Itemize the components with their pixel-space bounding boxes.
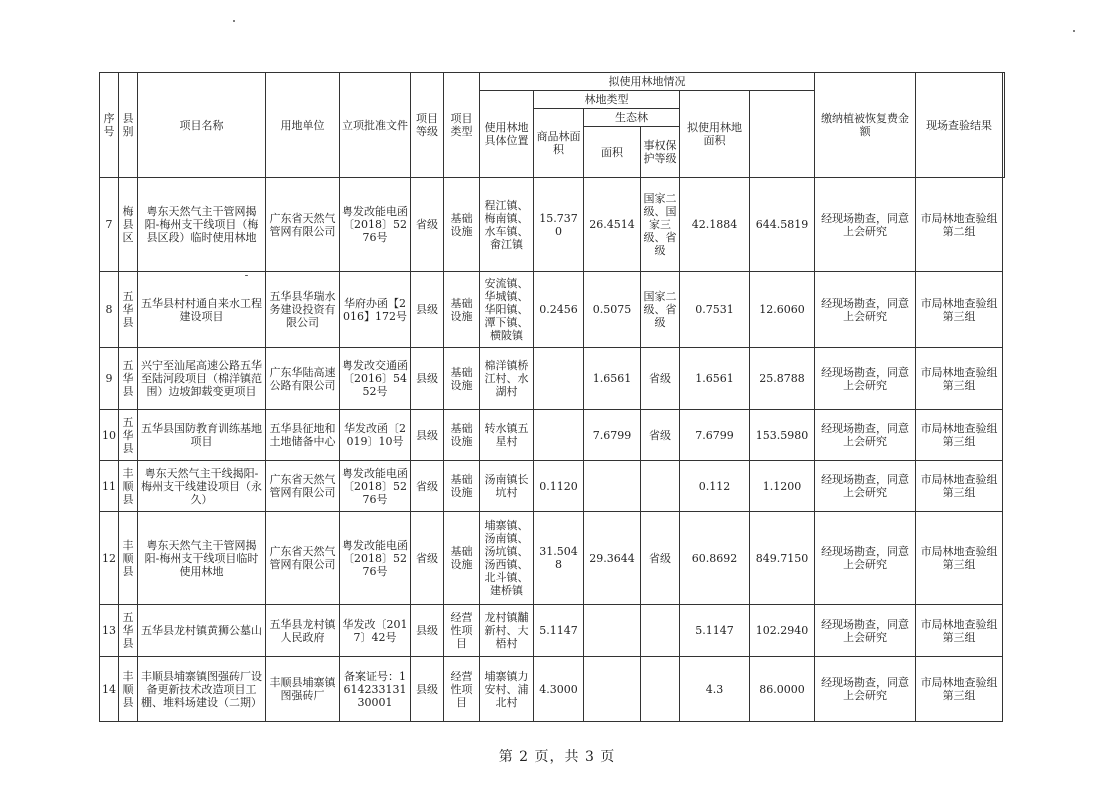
row-approval: 粤发改能电函〔2018〕5276号	[340, 178, 411, 272]
row-seq: 7	[100, 178, 119, 272]
row-location: 龙村镇黼新村、大梧村	[480, 605, 534, 657]
row-grade: 省级	[411, 512, 444, 605]
row-type: 基础设施	[444, 348, 480, 410]
table-row	[100, 605, 1005, 657]
row-eco-area	[584, 657, 641, 722]
header-unit: 用地单位	[266, 73, 340, 178]
header-eco-grade: 事权保护等级	[641, 127, 680, 178]
row-inspection: 经现场勘查，同意上会研究	[815, 657, 916, 722]
page-footer: 第 2 页，共 3 页	[498, 749, 616, 765]
row-unit: 广东省天然气管网有限公司	[266, 512, 340, 605]
row-commercial-area	[534, 410, 584, 461]
row-approval: 粤发改能电函〔2018〕5276号	[340, 461, 411, 512]
row-eco-area: 7.6799	[584, 410, 641, 461]
row-seq: 9	[100, 348, 119, 410]
header-commercial: 商品林面积	[534, 109, 584, 178]
row-inspection: 经现场勘查，同意上会研究	[815, 512, 916, 605]
table-row	[100, 272, 1005, 348]
header-inspection: 现场查验结果	[916, 73, 1003, 178]
row-eco-area	[584, 605, 641, 657]
row-project-name: 五华县龙村镇黄狮公墓山	[138, 605, 266, 657]
row-proposed-area: 1.6561	[680, 348, 750, 410]
row-seq: 8	[100, 272, 119, 348]
row-seq: 12	[100, 512, 119, 605]
table-row	[100, 512, 1005, 605]
row-seq: 10	[100, 410, 119, 461]
row-county: 梅县区	[119, 178, 138, 272]
row-seq: 13	[100, 605, 119, 657]
row-remarks: 市局林地查验组第三组	[916, 605, 1003, 657]
row-approval: 华发改函〔2019〕10号	[340, 410, 411, 461]
table-row	[100, 657, 1005, 722]
row-county: 丰顺县	[119, 657, 138, 722]
row-proposed-area: 0.112	[680, 461, 750, 512]
row-seq: 11	[100, 461, 119, 512]
row-remarks: 市局林地查验组第三组	[916, 348, 1003, 410]
row-proposed-area: 0.7531	[680, 272, 750, 348]
table-header	[100, 73, 1005, 178]
row-commercial-area: 4.3000	[534, 657, 584, 722]
row-county: 五华县	[119, 605, 138, 657]
row-eco-grade	[641, 461, 680, 512]
row-commercial-area	[534, 348, 584, 410]
header-location: 使用林地具体位置	[480, 91, 534, 178]
row-fee: 25.8788	[750, 348, 815, 410]
row-inspection: 经现场勘查，同意上会研究	[815, 272, 916, 348]
row-unit: 五华县龙村镇人民政府	[266, 605, 340, 657]
row-unit: 广东省天然气管网有限公司	[266, 178, 340, 272]
row-location: 埔寨镇、汤南镇、汤坑镇、汤西镇、北斗镇、建桥镇	[480, 512, 534, 605]
row-remarks: 市局林地查验组第三组	[916, 657, 1003, 722]
row-remarks: 市局林地查验组第三组	[916, 272, 1003, 348]
row-eco-area: 26.4514	[584, 178, 641, 272]
row-inspection: 经现场勘查，同意上会研究	[815, 178, 916, 272]
header-seq: 序号	[100, 73, 119, 178]
row-location: 汤南镇长坑村	[480, 461, 534, 512]
row-approval: 粤发改能电函〔2018〕5276号	[340, 512, 411, 605]
row-proposed-area: 5.1147	[680, 605, 750, 657]
row-project-name: 粤东天然气主干管网揭阳-梅州支干线项目（梅县区段）临时使用林地	[138, 178, 266, 272]
row-inspection: 经现场勘查，同意上会研究	[815, 348, 916, 410]
row-proposed-area: 42.1884	[680, 178, 750, 272]
row-type: 基础设施	[444, 272, 480, 348]
row-inspection: 经现场勘查，同意上会研究	[815, 461, 916, 512]
row-approval: 粤发改交通函〔2016〕5452号	[340, 348, 411, 410]
row-project-name: 五华县国防教育训练基地项目	[138, 410, 266, 461]
row-fee: 1.1200	[750, 461, 815, 512]
table-row	[100, 461, 1005, 512]
row-grade: 省级	[411, 461, 444, 512]
header-ecological: 生态林	[584, 109, 680, 127]
row-location: 埔寨镇力安村、浦北村	[480, 657, 534, 722]
row-commercial-area: 5.1147	[534, 605, 584, 657]
row-proposed-area: 7.6799	[680, 410, 750, 461]
row-fee: 644.5819	[750, 178, 815, 272]
forest-land-table	[99, 72, 1005, 722]
row-grade: 县级	[411, 605, 444, 657]
row-grade: 县级	[411, 272, 444, 348]
row-type: 经营性项目	[444, 605, 480, 657]
header-type: 项目类型	[444, 73, 480, 178]
row-unit: 五华县华瑞水务建设投资有限公司	[266, 272, 340, 348]
row-fee: 86.0000	[750, 657, 815, 722]
row-county: 五华县	[119, 272, 138, 348]
row-county: 丰顺县	[119, 512, 138, 605]
row-remarks: 市局林地查验组第二组	[916, 178, 1003, 272]
row-project-name: 粤东天然气主干管网揭阳-梅州支干线项目临时使用林地	[138, 512, 266, 605]
row-county: 丰顺县	[119, 461, 138, 512]
row-location: 程江镇、梅南镇、水车镇、畲江镇	[480, 178, 534, 272]
row-inspection: 经现场勘查，同意上会研究	[815, 410, 916, 461]
row-project-name: 粤东天然气主干线揭阳-梅州支干线建设项目（永久）	[138, 461, 266, 512]
row-grade: 县级	[411, 657, 444, 722]
row-remarks: 市局林地查验组第三组	[916, 512, 1003, 605]
row-commercial-area: 15.7370	[534, 178, 584, 272]
row-county: 五华县	[119, 410, 138, 461]
row-location: 安流镇、华城镇、华阳镇、潭下镇、横陂镇	[480, 272, 534, 348]
row-location: 转水镇五星村	[480, 410, 534, 461]
row-inspection: 经现场勘查，同意上会研究	[815, 605, 916, 657]
header-fee: 缴纳植被恢复费金额	[815, 73, 916, 178]
row-seq: 14	[100, 657, 119, 722]
row-project-name: 兴宁至汕尾高速公路五华至陆河段项目（棉洋镇范围）边坡卸载变更项目	[138, 348, 266, 410]
header-group: 拟使用林地情况	[480, 73, 815, 91]
header-grade: 项目等级	[411, 73, 444, 178]
row-commercial-area: 31.5048	[534, 512, 584, 605]
header-proposed: 拟使用林地面积	[680, 91, 750, 178]
row-commercial-area: 0.2456	[534, 272, 584, 348]
row-grade: 省级	[411, 178, 444, 272]
row-project-name: 丰顺县埔寨镇图强砖厂设备更新技术改造项目工棚、堆料场建设（二期）	[138, 657, 266, 722]
row-remarks: 市局林地查验组第三组	[916, 410, 1003, 461]
row-type: 基础设施	[444, 178, 480, 272]
row-remarks: 市局林地查验组第三组	[916, 461, 1003, 512]
header-eco-area: 面积	[584, 127, 641, 178]
row-type: 经营性项目	[444, 657, 480, 722]
row-unit: 五华县征地和土地储备中心	[266, 410, 340, 461]
row-eco-grade	[641, 657, 680, 722]
row-approval: 华发改〔2017〕42号	[340, 605, 411, 657]
row-county: 五华县	[119, 348, 138, 410]
table-row	[100, 178, 1005, 272]
row-type: 基础设施	[444, 461, 480, 512]
row-eco-grade: 省级	[641, 410, 680, 461]
header-remarks	[1003, 73, 1005, 178]
scan-speck	[233, 20, 235, 22]
header-forest-type: 林地类型	[534, 91, 680, 109]
row-fee: 102.2940	[750, 605, 815, 657]
row-eco-area: 29.3644	[584, 512, 641, 605]
row-eco-area: 1.6561	[584, 348, 641, 410]
row-proposed-area: 4.3	[680, 657, 750, 722]
row-grade: 县级	[411, 410, 444, 461]
row-fee: 153.5980	[750, 410, 815, 461]
row-type: 基础设施	[444, 410, 480, 461]
row-fee: 12.6060	[750, 272, 815, 348]
row-eco-area: 0.5075	[584, 272, 641, 348]
row-project-name: 五华县村村通自来水工程建设项目	[138, 272, 266, 348]
document-table-container	[99, 72, 1005, 722]
table-body	[100, 178, 1005, 722]
row-location: 棉洋镇桥江村、水湖村	[480, 348, 534, 410]
header-county: 县别	[119, 73, 138, 178]
row-unit: 广东华陆高速公路有限公司	[266, 348, 340, 410]
row-eco-grade: 省级	[641, 348, 680, 410]
row-eco-area	[584, 461, 641, 512]
row-eco-grade: 国家二级、国家三级、省级	[641, 178, 680, 272]
row-commercial-area: 0.1120	[534, 461, 584, 512]
row-unit: 广东省天然气管网有限公司	[266, 461, 340, 512]
table-row	[100, 410, 1005, 461]
row-eco-grade	[641, 605, 680, 657]
scan-speck	[1073, 30, 1075, 32]
header-name: 项目名称	[138, 73, 266, 178]
header-approval: 立项批准文件	[340, 73, 411, 178]
row-eco-grade: 国家二级、省级	[641, 272, 680, 348]
row-type: 基础设施	[444, 512, 480, 605]
row-unit: 丰顺县埔寨镇图强砖厂	[266, 657, 340, 722]
row-eco-grade: 省级	[641, 512, 680, 605]
row-approval: 华府办函【2016】172号	[340, 272, 411, 348]
row-approval: 备案证号：161423313130001	[340, 657, 411, 722]
row-grade: 县级	[411, 348, 444, 410]
table-row	[100, 348, 1005, 410]
row-fee: 849.7150	[750, 512, 815, 605]
row-proposed-area: 60.8692	[680, 512, 750, 605]
